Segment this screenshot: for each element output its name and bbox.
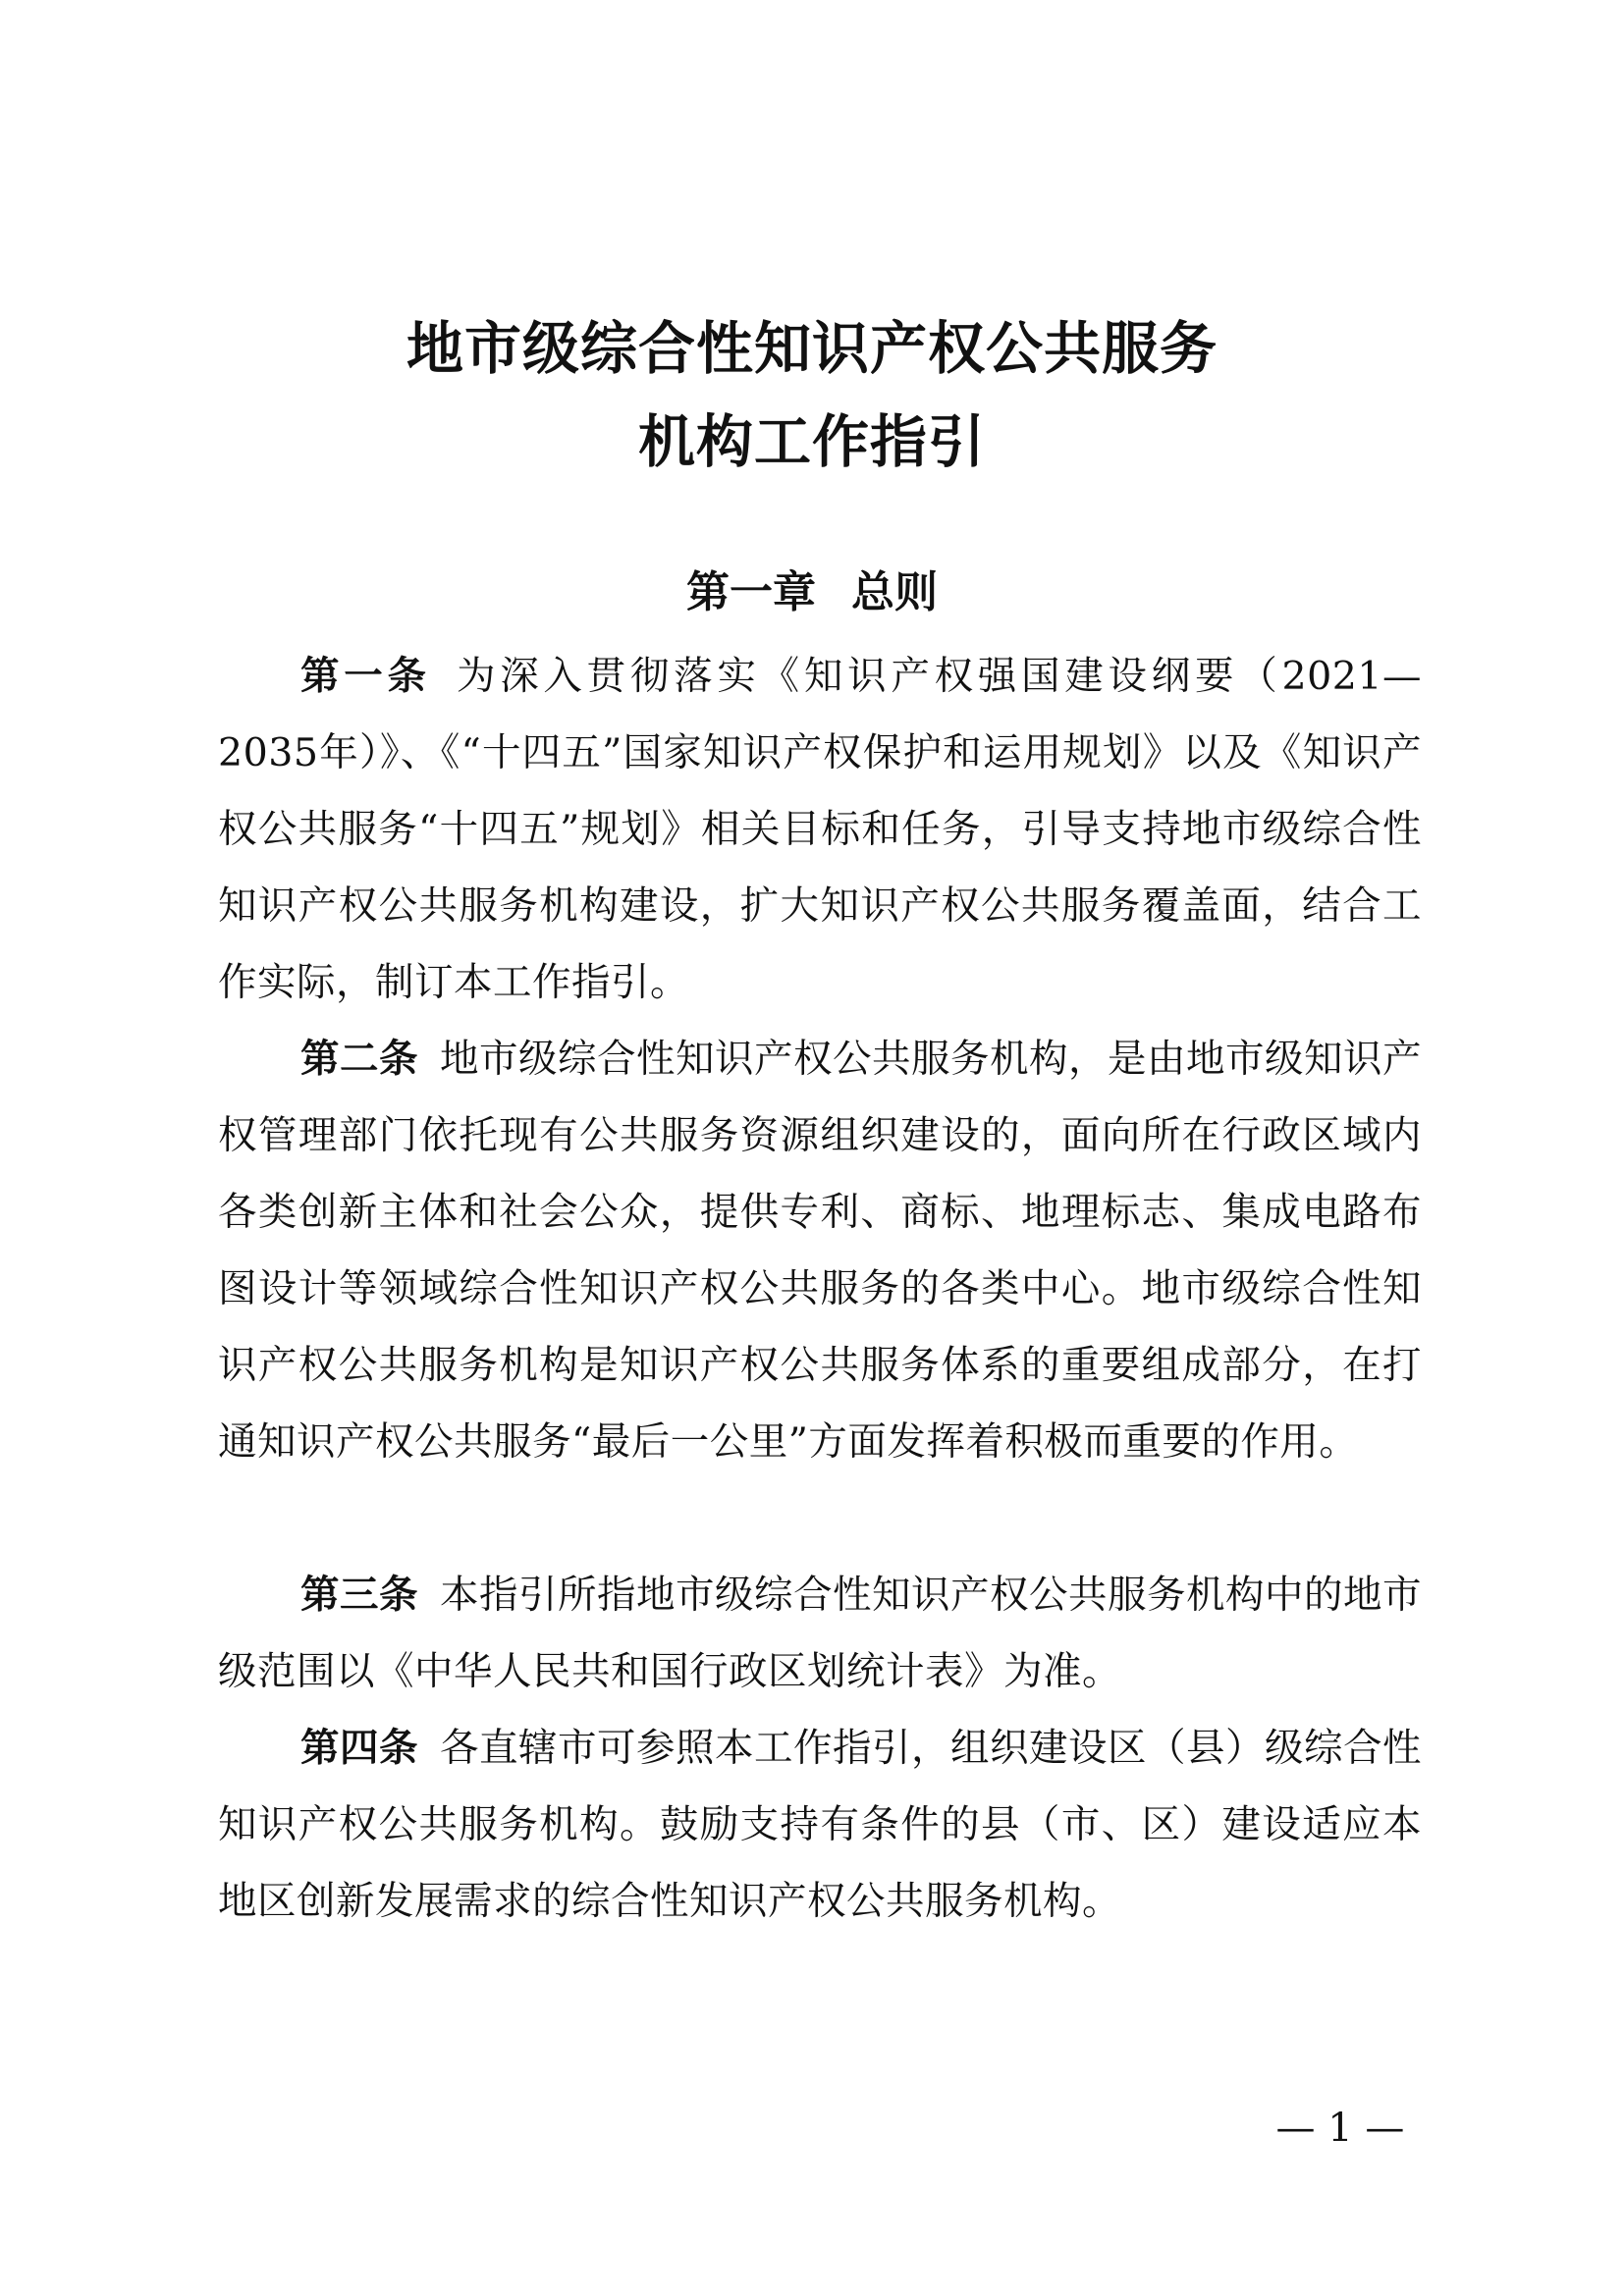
article-3-label: 第三条 <box>300 1573 418 1618</box>
page-number: — 1 — <box>1275 2106 1405 2151</box>
chapter-number: 第一章 <box>686 567 816 617</box>
article-2 <box>218 1021 1422 1480</box>
chapter-heading <box>0 555 1624 631</box>
article-1 <box>218 638 1422 1021</box>
article-4-text: 各直辖市可参照本工作指引，组织建设区（县）级综合性知识产权公共服务机构。鼓励支持有条件的县（市、区）建设适应本地区创新发展需求的综合性知识产权公共服务机构。 <box>218 1726 1422 1924</box>
article-3-text: 本指引所指地市级综合性知识产权公共服务机构中的地市级范围以《中华人民共和国行政区划统计表》为准。 <box>218 1573 1422 1694</box>
article-1-text: 为深入贯彻落实《知识产权强国建设纲要（2021—2035年）》、《“十四五”国家知识产权保护和运用规划》以及《知识产权公共服务“十四五”规划》相关目标和任务，引导支持地市级综合性知识产权公共服务机构建设，扩大知识产权公共服务覆盖面，结合工作实际，制订本工作指引。 <box>218 654 1422 1005</box>
document-title-line-1: 地市级综合性知识产权公共服务 <box>406 315 1218 382</box>
article-4 <box>218 1710 1422 1940</box>
article-2-text: 地市级综合性知识产权公共服务机构，是由地市级知识产权管理部门依托现有公共服务资源组织建设的，面向所在行政区域内各类创新主体和社会公众，提供专利、商标、地理标志、集成电路布图设计等领域综合性知识产权公共服务的各类中心。地市级综合性知识产权公共服务机构是知识产权公共服务体系的重要组成部分，在打通知识产权公共服务“最后一公里”方面发挥着积极而重要的作用。 <box>218 1037 1422 1465</box>
article-1-label: 第一条 <box>300 654 431 699</box>
chapter-name: 总则 <box>851 567 938 617</box>
article-4-label: 第四条 <box>300 1726 418 1771</box>
article-2-label: 第二条 <box>300 1037 418 1082</box>
article-3 <box>218 1557 1422 1710</box>
document-title-line-2: 机构工作指引 <box>637 408 986 475</box>
